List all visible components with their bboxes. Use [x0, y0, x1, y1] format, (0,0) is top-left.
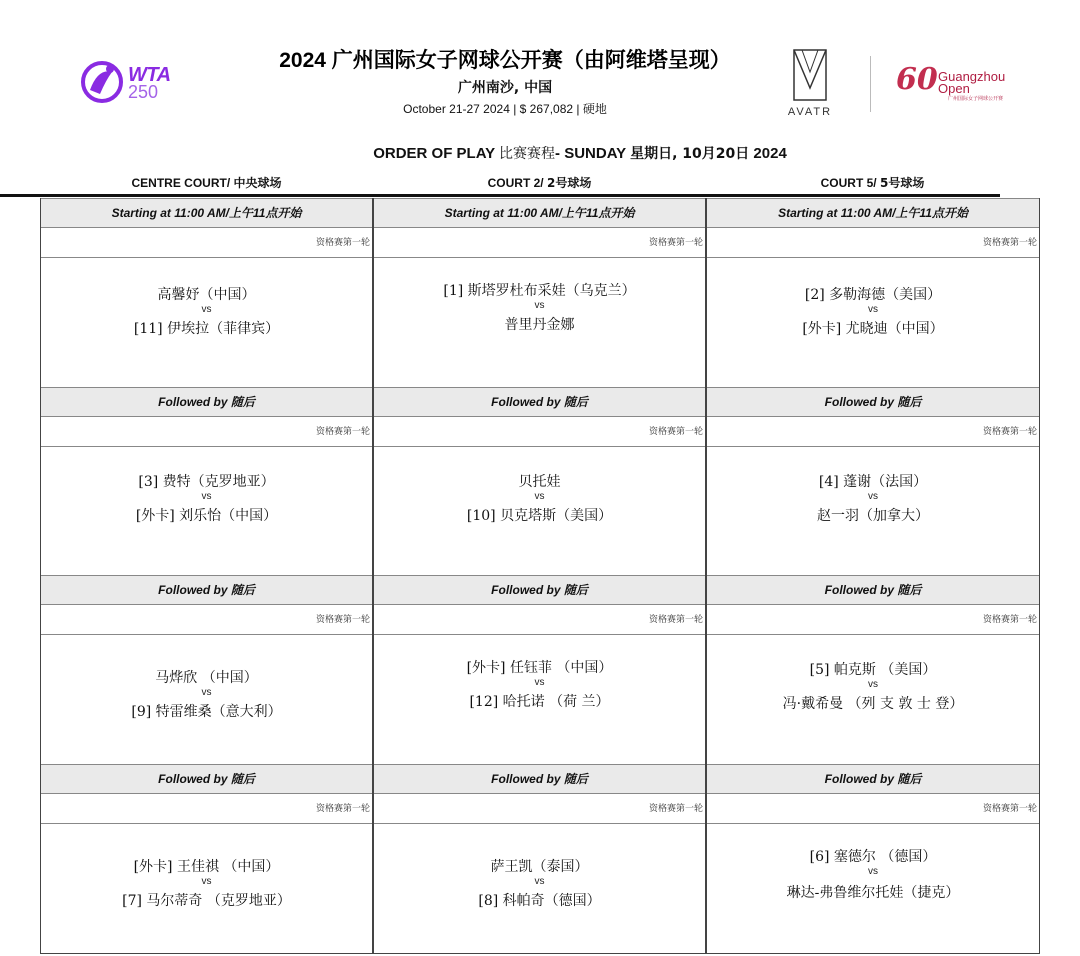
match-cell	[707, 258, 1039, 387]
start-time-bar: Starting at 11:00 AM/上午11点开始	[374, 198, 705, 228]
player-one: 贝托娃	[518, 474, 561, 490]
player-two: [11] 伊埃拉（菲律宾）	[133, 321, 280, 337]
round-label: 资格赛第一轮	[41, 228, 372, 258]
round-label: 资格赛第一轮	[374, 605, 705, 635]
round-label: 资格赛第一轮	[41, 794, 372, 824]
event-title-name: 广州国际女子网球公开赛（由阿维塔呈现）	[325, 49, 731, 72]
match-cell	[707, 635, 1039, 764]
logo-divider	[870, 56, 871, 112]
order-heading-cn: 比赛赛程	[499, 146, 556, 162]
round-label: 资格赛第一轮	[374, 228, 705, 258]
match-cell	[707, 824, 1039, 953]
player-two: [9] 特雷维桑（意大利）	[131, 704, 282, 720]
court-header-centre: CENTRE COURT/ 中央球场	[131, 176, 282, 190]
round-label: 资格赛第一轮	[374, 417, 705, 447]
court-headers	[40, 174, 1040, 196]
gz-logo-line2: Open	[938, 81, 970, 96]
followed-by-bar: Followed by 随后	[707, 764, 1039, 794]
order-heading-year: 2024	[749, 145, 787, 162]
followed-by-bar: Followed by 随后	[374, 387, 705, 417]
round-label: 资格赛第一轮	[707, 794, 1039, 824]
order-of-play-heading	[0, 143, 1080, 163]
court-column-court5	[706, 198, 1040, 954]
order-heading-date-cn: 星期日, 10月20日	[630, 146, 750, 162]
event-location: 广州南沙, 中国	[457, 80, 553, 96]
player-one: [1] 斯塔罗杜布采娃（乌克兰）	[443, 283, 636, 299]
event-title	[250, 44, 760, 74]
order-heading-day: - SUNDAY	[555, 145, 631, 162]
vs-label: vs	[201, 304, 212, 315]
round-label: 资格赛第一轮	[374, 794, 705, 824]
player-one: [外卡] 王佳祺 （中国）	[133, 859, 280, 875]
vs-label: vs	[534, 300, 545, 311]
player-one: 马烨欣 （中国）	[155, 670, 258, 686]
followed-by-bar: Followed by 随后	[707, 387, 1039, 417]
player-two: [8] 科帕奇（德国）	[478, 893, 601, 909]
gz-logo-line3: 广州国际女子网球公开赛	[948, 96, 1004, 102]
vs-label: vs	[868, 679, 878, 690]
order-heading-en: ORDER OF PLAY	[373, 145, 500, 162]
player-one: 高馨妤（中国）	[157, 287, 256, 303]
round-label: 资格赛第一轮	[41, 605, 372, 635]
player-one: [4] 蓬谢（法国）	[818, 474, 928, 490]
followed-by-bar: Followed by 随后	[374, 575, 705, 605]
followed-by-bar: Followed by 随后	[707, 575, 1039, 605]
match-cell	[707, 447, 1039, 576]
start-time-bar: Starting at 11:00 AM/上午11点开始	[41, 198, 372, 228]
player-one: 萨王凯（泰国）	[490, 859, 589, 875]
court-column-court2	[373, 198, 706, 954]
vs-label: vs	[534, 677, 545, 688]
gz-logo-line1: Guangzhou	[938, 69, 1006, 84]
match-cell	[41, 635, 372, 764]
header-rule	[0, 194, 1000, 197]
round-label: 资格赛第一轮	[41, 417, 372, 447]
vs-label: vs	[201, 876, 212, 887]
followed-by-bar: Followed by 随后	[41, 764, 372, 794]
avatr-logo	[774, 48, 846, 120]
player-one: [2] 多勒海德（美国）	[804, 287, 942, 303]
avatr-emblem-icon	[790, 48, 830, 104]
wta-logo-text: WTA	[128, 64, 171, 86]
vs-label: vs	[201, 491, 212, 502]
player-one: [外卡] 任钰菲 （中国）	[466, 660, 613, 676]
player-one: [3] 费特（克罗地亚）	[138, 474, 275, 490]
player-two: [外卡] 尤晓迪（中国）	[802, 321, 944, 337]
vs-label: vs	[201, 687, 212, 698]
followed-by-bar: Followed by 随后	[374, 764, 705, 794]
match-cell	[41, 447, 372, 576]
match-cell	[374, 447, 705, 576]
start-time-bar: Starting at 11:00 AM/上午11点开始	[707, 198, 1039, 228]
round-label: 资格赛第一轮	[707, 605, 1039, 635]
round-label: 资格赛第一轮	[707, 228, 1039, 258]
player-two: [12] 哈托诺 （荷 兰）	[469, 694, 610, 710]
match-cell	[374, 635, 705, 764]
court-header-court5: COURT 5/ 5号球场	[820, 176, 925, 190]
avatr-wordmark: AVATR	[787, 106, 833, 118]
wta-logo-tier: 250	[128, 82, 159, 102]
match-cell	[374, 824, 705, 953]
event-title-year: 2024	[279, 49, 326, 72]
court-header-court2: COURT 2/ 2号球场	[487, 176, 592, 190]
match-cell	[374, 258, 705, 387]
player-two: [外卡] 刘乐怡（中国）	[135, 508, 278, 524]
schedule-grid	[40, 174, 1040, 909]
followed-by-bar: Followed by 随后	[41, 575, 372, 605]
player-one: [6] 塞德尔 （德国）	[809, 849, 937, 865]
followed-by-bar: Followed by 随后	[41, 387, 372, 417]
match-cell	[41, 258, 372, 387]
player-two: [10] 贝克塔斯（美国）	[466, 508, 613, 524]
event-title-block	[250, 44, 760, 117]
vs-label: vs	[868, 304, 878, 315]
player-two: 冯·戴希曼 （列 支 敦 士 登）	[782, 696, 964, 712]
court-column-centre	[40, 198, 373, 954]
player-one: [5] 帕克斯 （美国）	[809, 662, 937, 678]
vs-label: vs	[868, 866, 878, 877]
match-cell	[41, 824, 372, 953]
tennis-player-icon	[80, 60, 126, 104]
vs-label: vs	[868, 491, 878, 502]
player-two: [7] 马尔蒂奇 （克罗地亚）	[122, 893, 291, 909]
player-two: 琳达-弗鲁维尔托娃（捷克）	[786, 885, 960, 901]
vs-label: vs	[534, 491, 545, 502]
gz-60-years-mark: 60	[896, 62, 938, 97]
vs-label: vs	[534, 876, 545, 887]
player-two: 赵一羽（加拿大）	[817, 508, 929, 524]
event-info: October 21-27 2024 | $ 267,082 | 硬地	[403, 102, 607, 116]
player-two: 普里丹金娜	[504, 317, 575, 333]
wta-250-logo	[80, 60, 190, 106]
guangzhou-open-logo	[896, 62, 1026, 106]
court-columns	[40, 198, 1040, 956]
round-label: 资格赛第一轮	[707, 417, 1039, 447]
